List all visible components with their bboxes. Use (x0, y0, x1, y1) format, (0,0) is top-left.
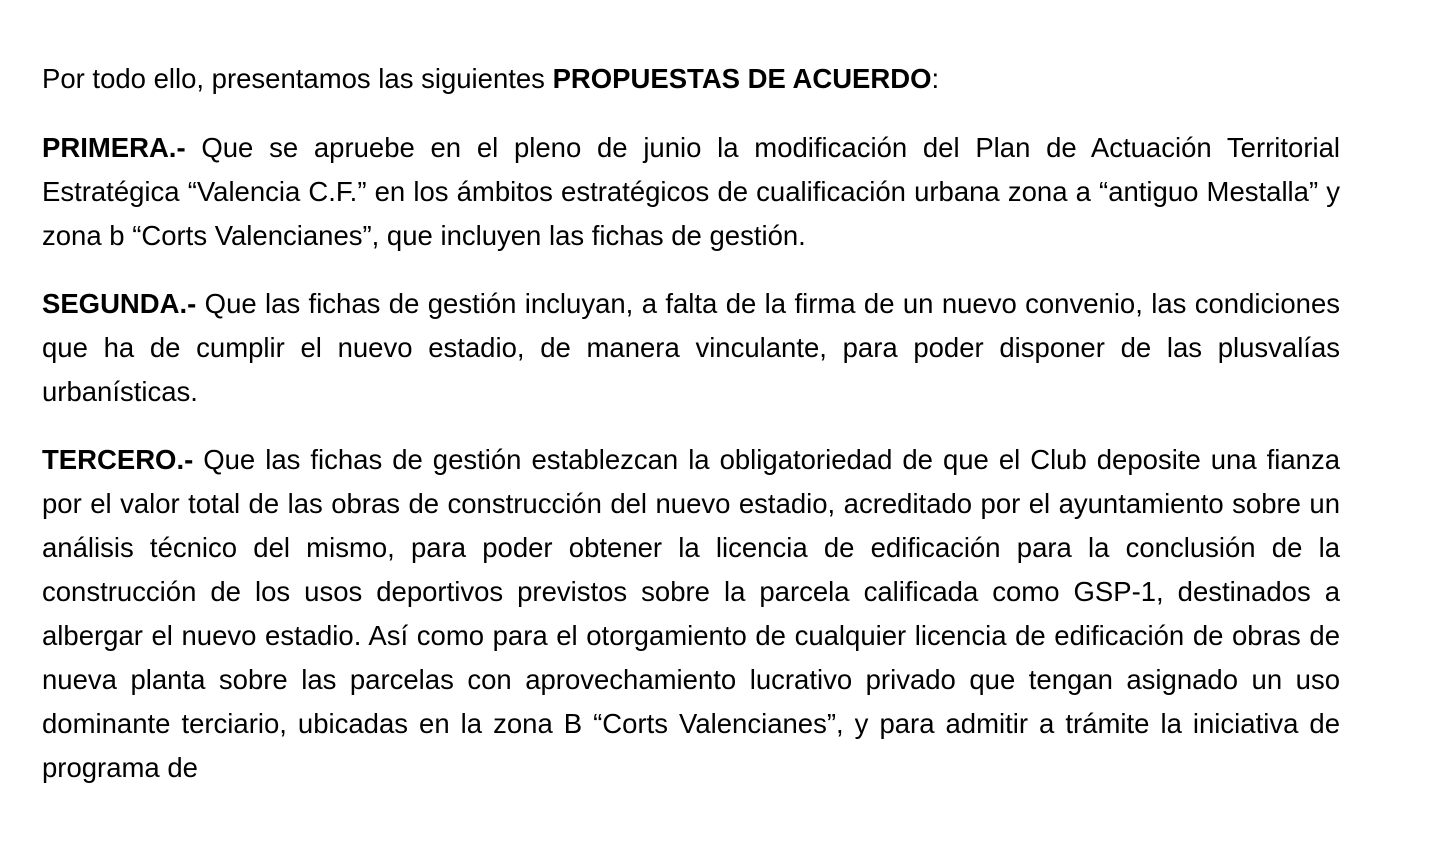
proposal-text: Que las fichas de gestión incluyan, a falta de la firma de un nuevo convenio, las condiciones que ha de cumplir el nuevo estadio, de manera vinculante, para poder disponer de las plusvalías urbanísticas. (42, 288, 1340, 407)
intro-text: Por todo ello, presentamos las siguientes (42, 63, 553, 94)
intro-paragraph (42, 57, 1340, 101)
intro-colon: : (931, 63, 940, 94)
proposal-text: Que las fichas de gestión establezcan la obligatoriedad de que el Club deposite una fianza por el valor total de las obras de construcción del nuevo estadio, acreditado por el ayuntamiento sobre un análisis técnico del mismo, para poder obtener la licencia de edificación para la conclusión de la construcción de los usos deportivos previstos sobre la parcela calificada como GSP-1, destinados a albergar el nuevo estadio. Así como para el otorgamiento de cualquier licencia de edificación de obras de nueva planta sobre las parcelas con aprovechamiento lucrativo privado que tengan asignado un uso dominante terciario, ubicadas en la zona B “Corts Valencianes”, y para admitir a trámite la iniciativa de programa de (42, 444, 1340, 783)
proposal-label: PRIMERA.- (42, 132, 186, 163)
proposal-text: Que se apruebe en el pleno de junio la modificación del Plan de Actuación Territorial Estratégica “Valencia C.F.” en los ámbitos estratégicos de cualificación urbana zona a “antiguo Mestalla” y zona b “Corts Valencianes”, que incluyen las fichas de gestión. (42, 132, 1340, 251)
proposal-label: SEGUNDA.- (42, 288, 197, 319)
proposal-paragraph-segunda (42, 282, 1340, 414)
intro-bold-heading: PROPUESTAS DE ACUERDO (552, 63, 932, 94)
document-body (42, 57, 1340, 814)
proposal-paragraph-primera (42, 126, 1340, 258)
proposal-paragraph-tercero (42, 438, 1340, 790)
proposal-label: TERCERO.- (42, 444, 194, 475)
